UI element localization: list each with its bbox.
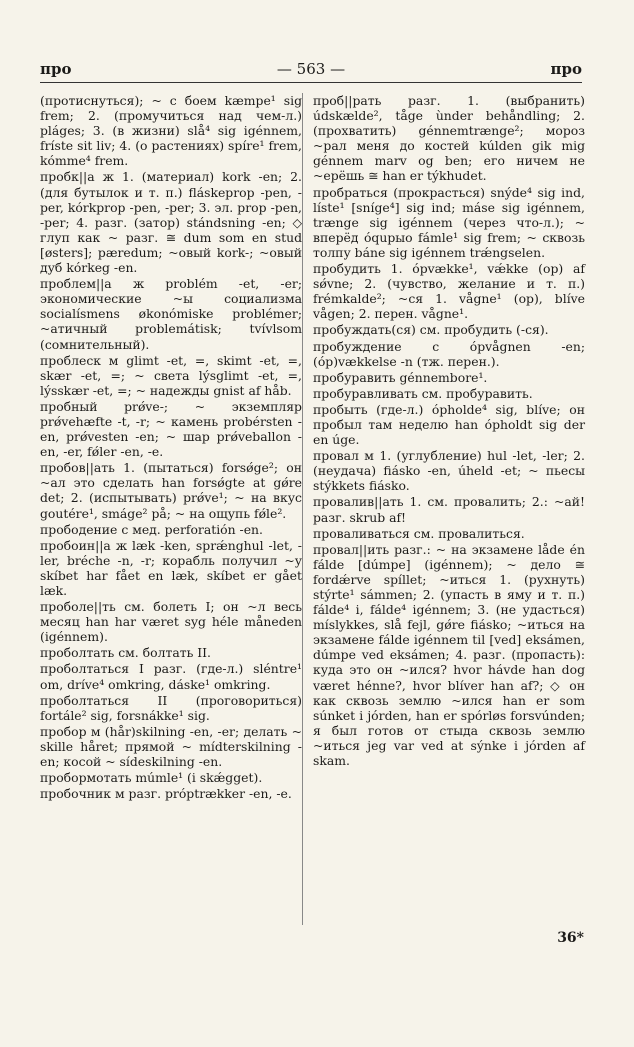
dictionary-entry: пробный prǿve-; ~ экземпляр prǿvehæfte -t, -r; ~ камень probérsten -en, prǿvesten -en; ~ шар prǿveballon -en, -er, fǿler -en, -e. [40, 398, 302, 460]
dictionary-entry: провалив||ать 1. см. провалить; 2.: ~ай! разг. skrub af! [313, 494, 585, 525]
dictionary-entry: пробудить 1. ópvække¹, vǽkke (op) af sǿvne; 2. (чувство, желание и т. п.) frémkalde²; ~ся 1. vågne¹ (op), blíve vågen; 2. перен. vågne¹. [313, 261, 585, 322]
header-rule [40, 82, 582, 83]
dictionary-entry: проблеск м glimt -et, =, skimt -et, =, skær -et, =; ~ света lýsglimt -et, =, lýsskær -et, =; ~ надежды gnist af håb. [40, 352, 302, 398]
right-column [313, 93, 585, 769]
dictionary-entry: провал м 1. (углубление) hul -let, -ler; 2. (неудача) fiásko -en, úheld -et; ~ пьесы stýkkets fiásko. [313, 448, 585, 494]
page-header [40, 60, 582, 82]
dictionary-entry: пробуравливать см. пробуравить. [313, 385, 533, 401]
dictionary-entry: проболтать см. болтать II. [40, 645, 211, 661]
header-right-guideword: про [550, 60, 582, 78]
dictionary-entry: пробуждать(ся) см. пробудить (-ся). [313, 322, 549, 338]
dictionary-entry: проболтаться II (проговориться) fortále² sig, forsnákke¹ sig. [40, 692, 302, 723]
dictionary-entry: пробыть (где-л.) ópholde⁴ sig, blíve; он пробыл там неделю han ópholdt sig der en úge. [313, 401, 585, 448]
left-column [40, 93, 302, 802]
dictionary-entry: пробормотать múmle¹ (i skǽgget). [40, 770, 263, 786]
dictionary-entry: пробуждение с ópvågnen -en; (óp)vækkelse -n (тж. перен.). [313, 338, 585, 369]
dictionary-entry: пробк||а ж 1. (материал) kork -en; 2. (для бутылок и т. п.) fláskeprop -pen, -per, kórkprop -pen, -per; 3. эл. prop -pen, -per; 4. разг. (затор) stándsning -en; ◇ глуп как ~ разг. ≅ dum som en stud [østers]; pæredum; ~овый kork-; ~овый дуб kórkeg -en. [40, 169, 302, 276]
dictionary-entry: проваливаться см. провалиться. [313, 525, 525, 541]
page-number: — 563 — [276, 60, 346, 78]
dictionary-entry: пробов||ать 1. (пытаться) forsǿge²; он ~ал это сделать han forsǿgte at gǿre det; 2. (испытывать) prǿve¹; ~ на вкус goutére¹, smáge² på; ~ на ощупь fǿle². [40, 460, 302, 521]
dictionary-entry: (протиснуться); ~ с боем kæmpe¹ sig frem; 2. (промучиться над чем-л.) pláges; 3. (в жизни) slå⁴ sig igénnem, fríste sit liv; 4. (о растениях) spíre¹ frem, kómme⁴ frem. [40, 93, 302, 169]
dictionary-entry: пробуравить génnembore¹. [313, 369, 488, 385]
column-divider [302, 93, 303, 925]
dictionary-entry: пробраться (прокрасться) snýde⁴ sig ind, líste¹ [snígе⁴] sig ind; máse sig igénnem, trænge sig igénnem (через что-л.); ~ вперёд óqupыо fámle¹ sig frem; ~ сквозь толпу báne sig igénnem trǽngselen. [313, 184, 585, 260]
dictionary-entry: проблем||а ж problém -et, -er; экономические ~ы социализма socialísmens økonómiske problémer; ~атичный problemátisk; tvívlsom (сомнительный). [40, 276, 302, 352]
dictionary-entry: пробоин||а ж læk -ken, sprǽnghul -let, -ler, bréche -n, -r; корабль получил ~у skíbet har fået en læk, skíbet er gået læk. [40, 537, 302, 598]
dictionary-entry: проболтаться I разг. (где-л.) sléntre¹ om, dríve⁴ omkring, dáske¹ omkring. [40, 661, 302, 692]
dictionary-entry: проболе||ть см. болеть I; он ~л весь месяц han har været syg héle måneden (igénnem). [40, 599, 302, 645]
dictionary-entry: прободение с мед. perforatión -en. [40, 521, 263, 537]
header-left-guideword: про [40, 60, 72, 78]
dictionary-entry: проб||рать разг. 1. (выбранить) údskælde², tåge ùnder behåndling; 2. (прохватить) génnemtrænge²; мороз ~рал меня до костей kúlden gik mig génnem marv og ben; его ничем не ~ерёшь ≅ han er týkhudet. [313, 93, 585, 184]
signature-mark: 36* [557, 930, 584, 946]
dictionary-entry: пробочник м разг. próptrækker -en, -e. [40, 786, 292, 802]
dictionary-entry: пробор м (hår)skilning -en, -er; делать ~ skille håret; прямой ~ mídterskilning -en; косой ~ sídeskilning -en. [40, 723, 302, 770]
dictionary-entry: провал||ить разг.: ~ на экзамене låde én fálde [dúmpe] (igénnem); ~ дело ≅ fordǽrve spíllet; ~иться 1. (рухнуть) stýrte¹ sámmen; 2. (упасть в яму и т. п.) fálde⁴ i, fálde⁴ igénnem; 3. (не удасться) míslykkes, slå fejl, gǿre fiásko; ~иться на экзамене fálde igénnem til [ved] eksámen, dúmpe ved eksámen; 4. разг. (пропасть): куда это он ~ился? hvor hávde han dog været hénne?, hvor blíver han af?; ◇ он как сквозь землю ~ился han er som súnket i jórden, han er spórløs forsvúnden; я был готов от стыда сквозь землю ~иться jeg var ved at sýnke i jórden af skam. [313, 541, 585, 769]
